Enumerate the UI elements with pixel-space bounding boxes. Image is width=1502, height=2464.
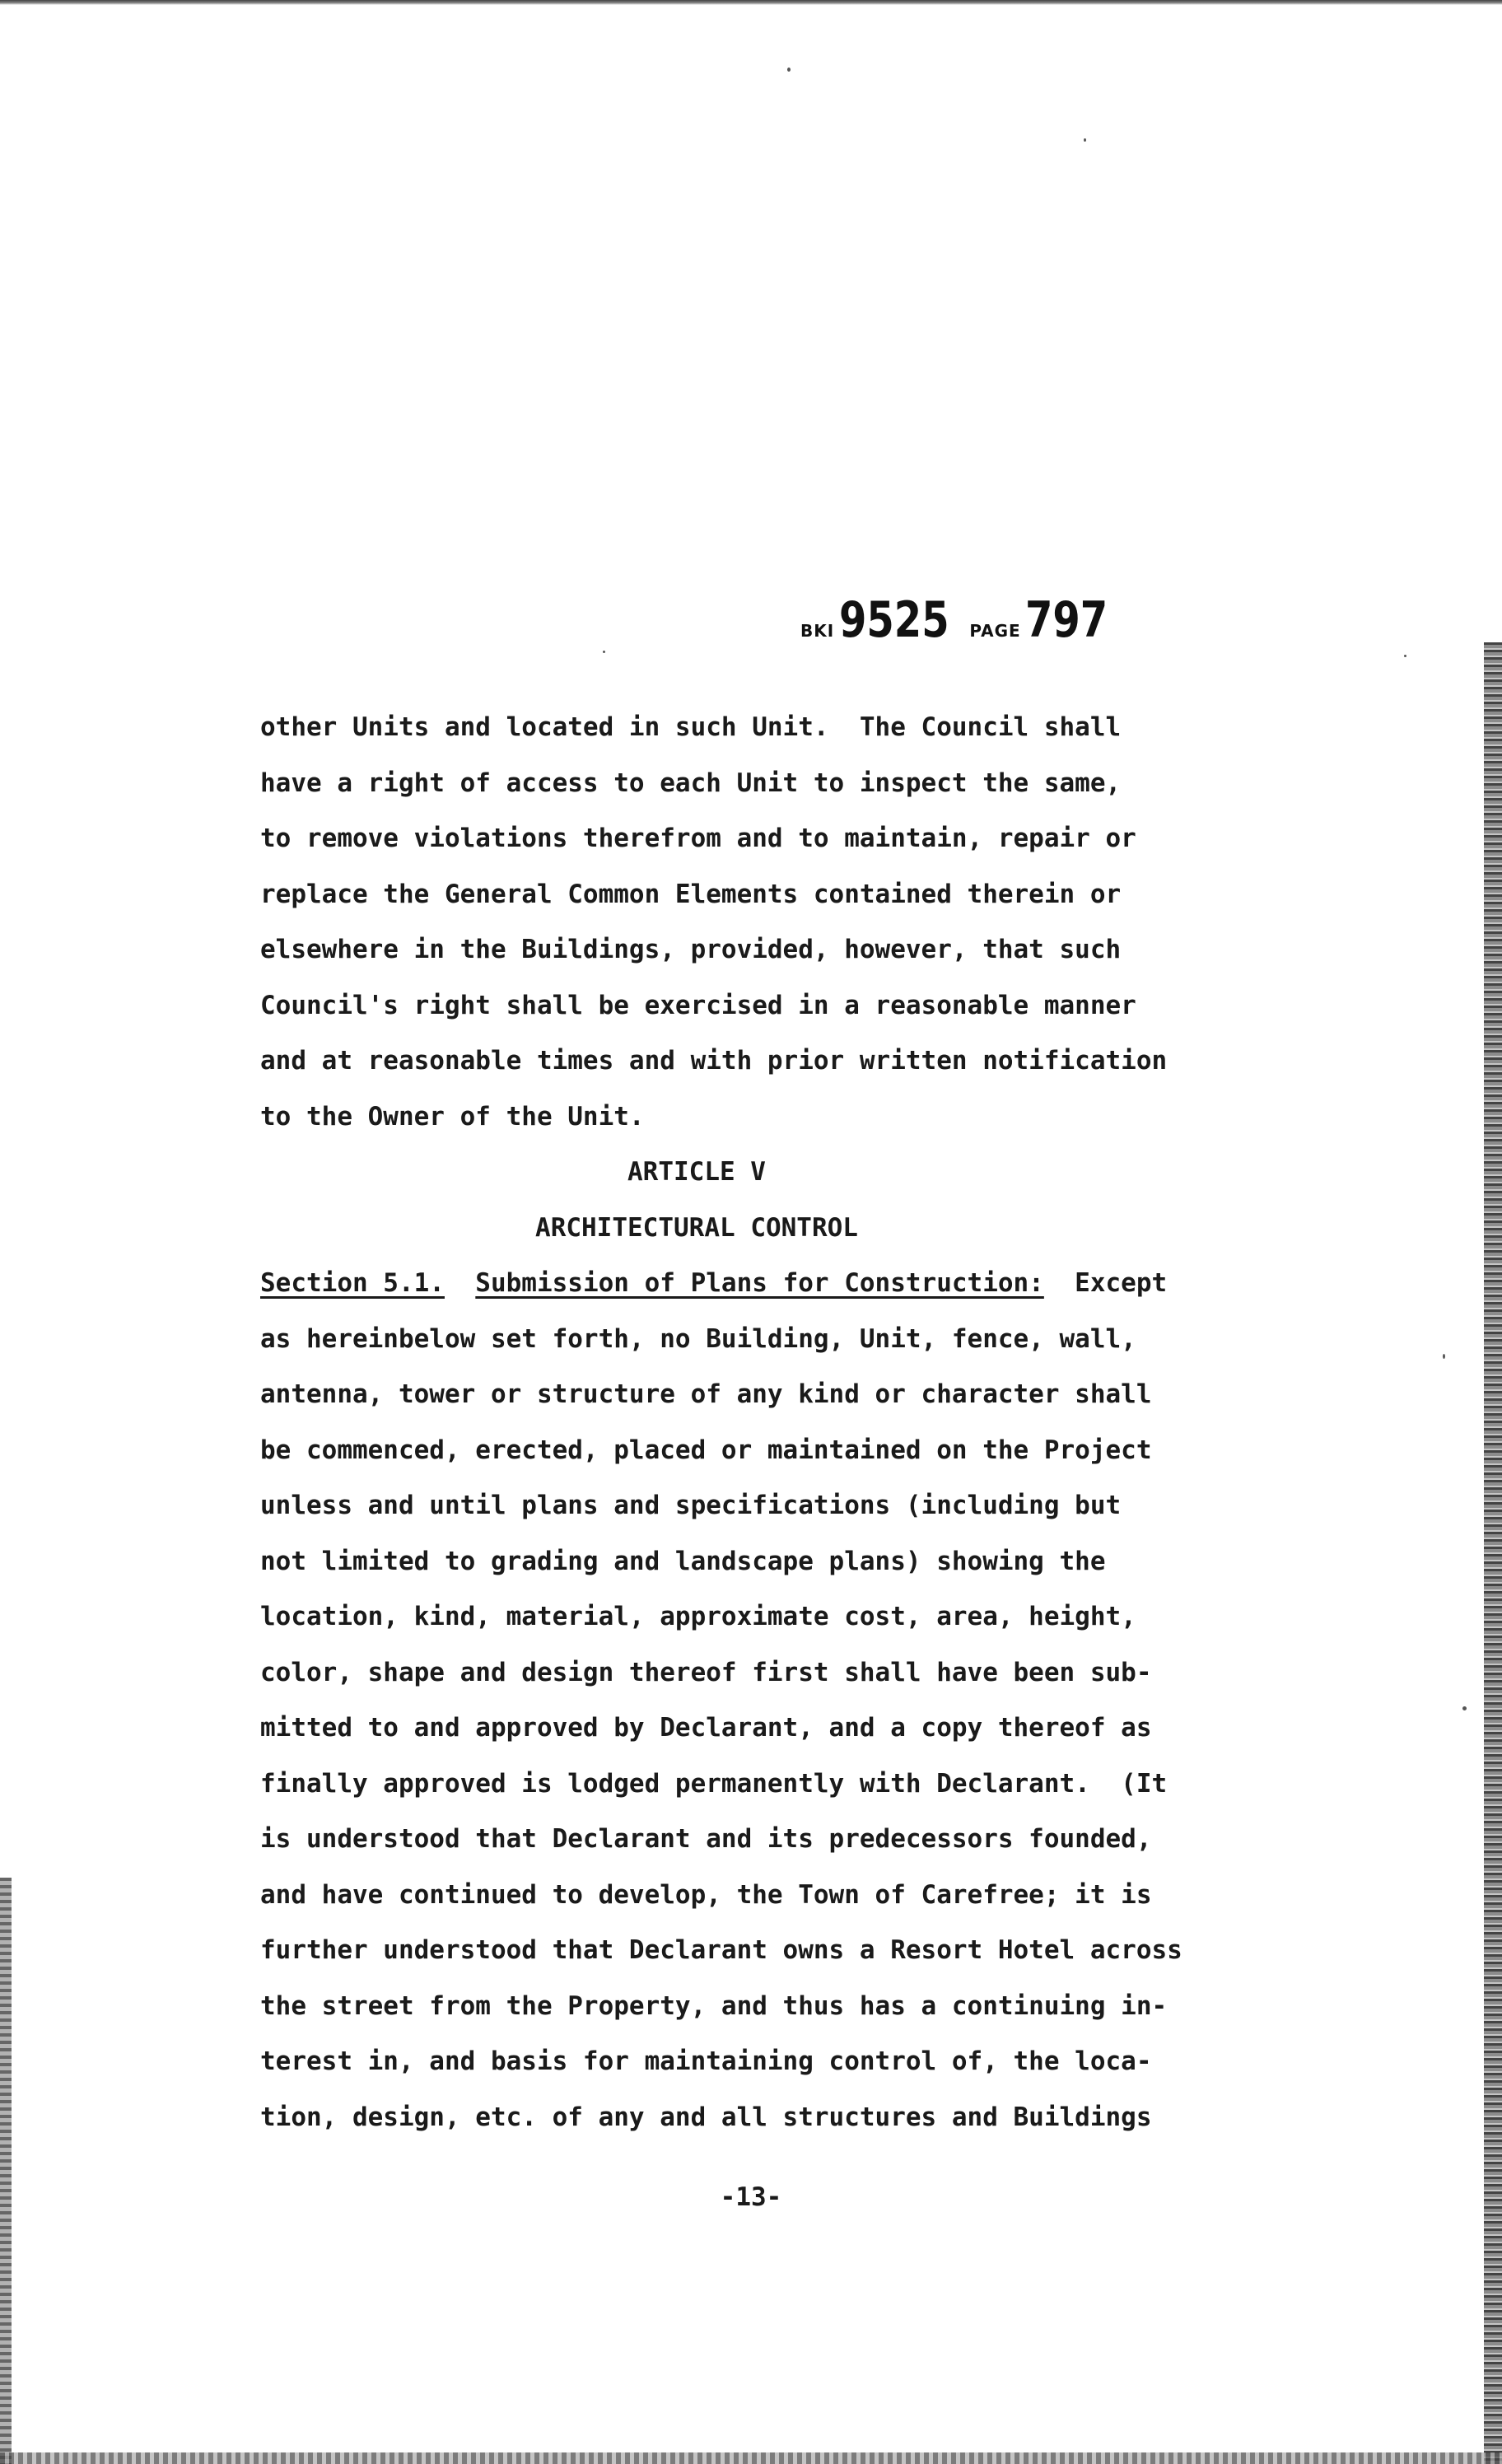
section-line: the street from the Property, and thus has a continuing in- <box>260 1990 1168 2021</box>
body-line: other Units and located in such Unit. The Council shall <box>260 712 1122 742</box>
scan-edge-top <box>0 0 1502 5</box>
section-line: finally approved is lodged permanently with Declarant. (It <box>260 1768 1168 1799</box>
section-line: further understood that Declarant owns a Resort Hotel across <box>260 1935 1182 1965</box>
section-number: Section 5.1. <box>260 1268 445 1298</box>
section-line: not limited to grading and landscape plans) showing the <box>260 1546 1106 1576</box>
section-heading-line <box>260 1256 1331 1312</box>
body-line: elsewhere in the Buildings, provided, however, that such <box>260 935 1122 964</box>
page-prefix: PAGE <box>969 621 1021 641</box>
section-heading: Submission of Plans for Construction: <box>475 1268 1044 1298</box>
scan-edge-left <box>0 1878 12 2464</box>
section-line: location, kind, material, approximate cost, area, height, <box>260 1602 1136 1631</box>
scan-speck <box>1462 1706 1467 1710</box>
body-line: replace the General Common Elements contained therein or <box>260 879 1122 909</box>
book-prefix: BKI <box>800 621 835 641</box>
scan-edge-bottom <box>0 2452 1502 2464</box>
section-line: tion, design, etc. of any and all structures and Buildings <box>260 2102 1152 2132</box>
section-line: unless and until plans and specifications (including but <box>260 1491 1122 1520</box>
section-line: antenna, tower or structure of any kind or character shall <box>260 1379 1152 1409</box>
body-line: Council's right shall be exercised in a reasonable manner <box>260 990 1136 1020</box>
body-line: have a right of access to each Unit to inspect the same, <box>260 768 1122 798</box>
section-first-line-rest: Except <box>1043 1268 1168 1298</box>
scan-speck <box>603 651 605 653</box>
document-body <box>260 700 1331 2145</box>
section-line: color, shape and design thereof first shall have been sub- <box>260 1657 1152 1687</box>
scan-speck <box>1084 138 1086 142</box>
scan-speck <box>787 68 791 72</box>
recorded-page-number: 797 <box>1025 591 1108 649</box>
scan-speck <box>1443 1354 1445 1359</box>
page-number-footer: -13- <box>720 2182 782 2212</box>
section-line: terest in, and basis for maintaining control of, the loca- <box>260 2046 1152 2076</box>
book-page-reference <box>800 591 1129 649</box>
section-line: as hereinbelow set forth, no Building, Unit, fence, wall, <box>260 1323 1136 1354</box>
body-line: and at reasonable times and with prior written notification <box>260 1046 1168 1076</box>
book-number: 9525 <box>838 591 949 649</box>
section-line: be commenced, erected, placed or maintained on the Project <box>260 1435 1152 1465</box>
article-title: ARTICLE V <box>627 1157 766 1187</box>
scan-speck <box>1404 655 1406 657</box>
body-line: to the Owner of the Unit. <box>260 1101 645 1132</box>
section-line: and have continued to develop, the Town of Carefree; it is <box>260 1879 1152 1910</box>
section-line: mitted to and approved by Declarant, and a copy thereof as <box>260 1713 1152 1743</box>
article-subtitle: ARCHITECTURAL CONTROL <box>535 1212 858 1243</box>
body-line: to remove violations therefrom and to maintain, repair or <box>260 824 1136 853</box>
section-line: is understood that Declarant and its predecessors founded, <box>260 1824 1152 1854</box>
